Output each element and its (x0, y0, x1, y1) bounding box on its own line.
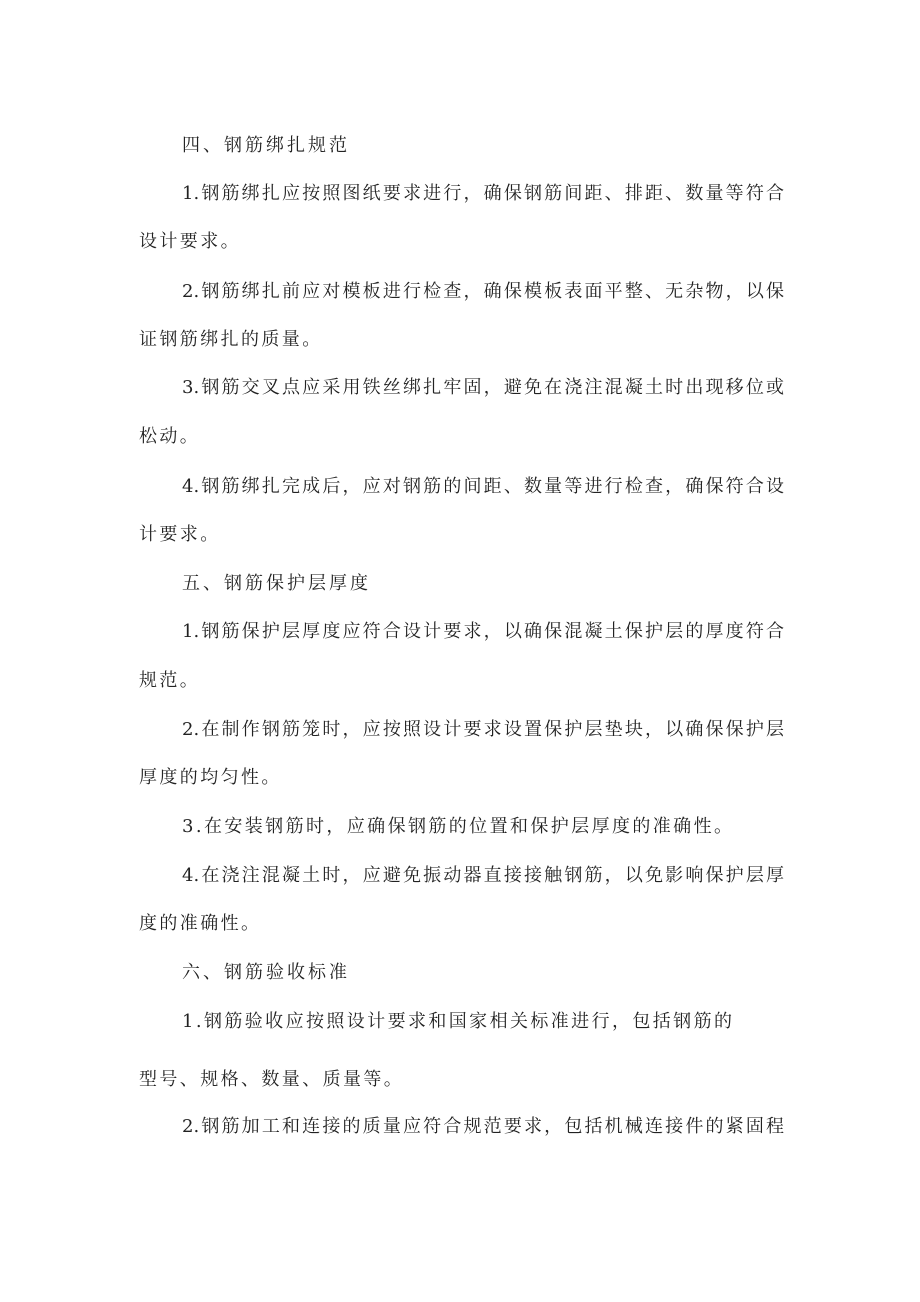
paragraph-line: 度的准确性。 (139, 913, 262, 934)
paragraph-line: 2.在制作钢筋笼时，应按照设计要求设置保护层垫块，以确保保护层 (182, 719, 784, 740)
paragraph-line: 3.在安装钢筋时，应确保钢筋的位置和保护层厚度的准确性。 (182, 816, 735, 837)
paragraph-line: 4.钢筋绑扎完成后，应对钢筋的间距、数量等进行检查，确保符合设 (182, 476, 784, 497)
paragraph-line: 1.钢筋绑扎应按照图纸要求进行，确保钢筋间距、排距、数量等符合 (182, 183, 784, 204)
paragraph-line: 证钢筋绑扎的质量。 (139, 329, 323, 350)
paragraph-line: 松动。 (139, 426, 201, 447)
paragraph-line: 厚度的均匀性。 (139, 767, 282, 788)
paragraph-line: 2.钢筋加工和连接的质量应符合规范要求，包括机械连接件的紧固程 (182, 1116, 784, 1137)
paragraph-line: 1.钢筋保护层厚度应符合设计要求，以确保混凝土保护层的厚度符合 (182, 621, 784, 642)
paragraph-line: 3.钢筋交叉点应采用铁丝绑扎牢固，避免在浇注混凝土时出现移位或 (182, 377, 784, 398)
section-heading: 五、钢筋保护层厚度 (182, 573, 371, 594)
paragraph-line: 规范。 (139, 670, 201, 691)
paragraph-line: 设计要求。 (139, 231, 241, 252)
paragraph-line: 1.钢筋验收应按照设计要求和国家相关标准进行，包括钢筋的 (182, 1011, 735, 1032)
section-heading: 四、钢筋绑扎规范 (182, 135, 350, 156)
paragraph-line: 计要求。 (139, 524, 221, 545)
paragraph-line: 4.在浇注混凝土时，应避免振动器直接接触钢筋，以免影响保护层厚 (182, 865, 784, 886)
paragraph-line: 型号、规格、数量、质量等。 (139, 1069, 405, 1090)
section-heading: 六、钢筋验收标准 (182, 962, 350, 983)
paragraph-line: 2.钢筋绑扎前应对模板进行检查，确保模板表面平整、无杂物，以保 (182, 281, 784, 302)
